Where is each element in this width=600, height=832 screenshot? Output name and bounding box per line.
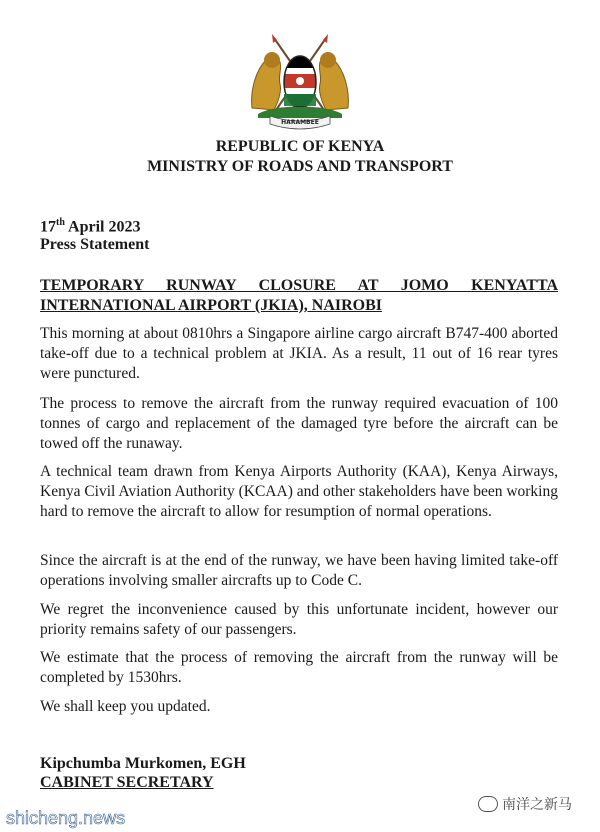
coat-motto: HARAMBEE bbox=[281, 119, 319, 126]
site-watermark: shicheng.news bbox=[6, 808, 126, 828]
brand-watermark bbox=[478, 794, 572, 814]
title-line-1: TEMPORARY RUNWAY CLOSURE AT JOMO KENYATTA bbox=[40, 277, 558, 294]
paragraph-5: We regret the inconvenience caused by this unfortunate incident, however our priority remains safety of our passengers. bbox=[40, 601, 558, 638]
paragraph-6: We estimate that the process of removing the aircraft from the runway will be completed by 1530hrs. bbox=[40, 649, 558, 686]
paragraph-4: Since the aircraft is at the end of the runway, we have been having limited take-off operations involving smaller aircrafts up to Code C. bbox=[40, 552, 558, 589]
signatory-name: Kipchumba Murkomen, EGH bbox=[40, 755, 246, 772]
date-suffix: th bbox=[56, 217, 65, 228]
statement-date bbox=[40, 217, 140, 236]
paragraph-1: This morning at about 0810hrs a Singapore airline cargo aircraft B747-400 aborted take-off due to a technical problem at JKIA. As a result, 11 out of 16 rear tyres were punctured. bbox=[40, 325, 558, 382]
title-line-2: INTERNATIONAL AIRPORT (JKIA), NAIROBI bbox=[40, 297, 383, 314]
wechat-icon bbox=[478, 796, 498, 812]
paragraph-2: The process to remove the aircraft from the runway required evacuation of 100 tonnes of cargo and replacement of the damaged tyre before the aircraft can be towed off the runaway. bbox=[40, 395, 558, 452]
date-day: 17 bbox=[40, 218, 56, 236]
ministry-heading: MINISTRY OF ROADS AND TRANSPORT bbox=[147, 158, 453, 175]
date-rest: April 2023 bbox=[64, 218, 141, 236]
brand-watermark-text: 南洋之新马 bbox=[502, 797, 572, 813]
paragraph-7: We shall keep you updated. bbox=[40, 698, 211, 715]
kenya-coat-of-arms bbox=[244, 30, 356, 130]
signatory-position: CABINET SECRETARY bbox=[40, 774, 214, 791]
statement-title bbox=[40, 276, 558, 316]
paragraph-3: A technical team drawn from Kenya Airports Authority (KAA), Kenya Airways, Kenya Civil Aviation Authority (KCAA) and other stakeholders have been working hard to remove the aircraft to allow for resumption of normal operations. bbox=[40, 463, 558, 520]
republic-heading: REPUBLIC OF KENYA bbox=[215, 138, 385, 155]
document-type: Press Statement bbox=[40, 236, 150, 253]
